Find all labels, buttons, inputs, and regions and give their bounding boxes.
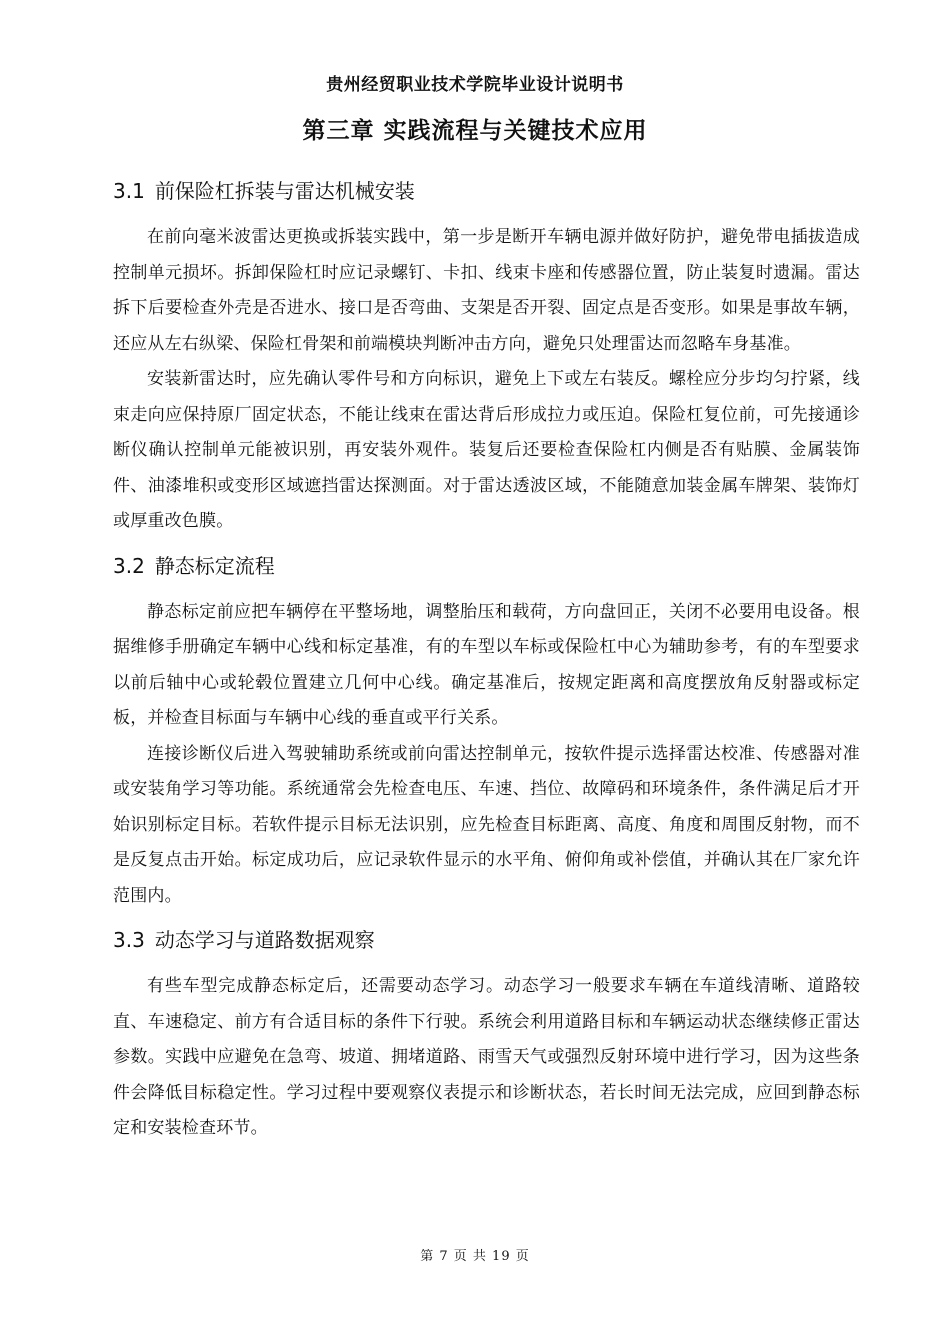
section-heading: [113, 176, 860, 206]
section-heading: [113, 551, 860, 581]
section-heading: [113, 925, 860, 955]
section-title: 静态标定流程: [154, 553, 275, 578]
section-title: 前保险杠拆装与雷达机械安装: [154, 179, 415, 203]
chapter-title: 第三章 实践流程与关键技术应用: [302, 118, 648, 144]
paragraph: 连接诊断仪后进入驾驶辅助系统或前向雷达控制单元，按软件提示选择雷达校准、传感器对准或安装角学习等功能。系统通常会先检查电压、车速、挡位、故障码和环境条件，条件满足后才开始识别标定目标。若软件提示目标无法识别，应先检查目标距离、高度、角度和周围反射物，而不是反复点击开始。标定成功后，应记录软件显示的水平角、俯仰角或补偿值，并确认其在厂家允许范围内。: [113, 743, 860, 906]
page-number-footer: 第 7 页 共 19 页: [420, 1249, 530, 1264]
body-content: [113, 176, 860, 1158]
section-3-2: [113, 551, 860, 915]
paragraph: 静态标定前应把车辆停在平整场地，调整胎压和载荷，方向盘回正，关闭不必要用电设备。根据维修手册确定车辆中心线和标定基准，有的车型以车标或保险杠中心为辅助参考，有的车型要求以前后轴中心或轮毂位置建立几何中心线。确定基准后，按规定距离和高度摆放角反射器或标定板，并检查目标面与车辆中心线的垂直或平行关系。: [113, 601, 860, 728]
section-number: 3.1: [113, 179, 145, 203]
running-header: 贵州经贸职业技术学院毕业设计说明书: [326, 75, 624, 95]
section-3-1: [113, 176, 860, 540]
paragraph: 有些车型完成静态标定后，还需要动态学习。动态学习一般要求车辆在车道线清晰、道路较直、车速稳定、前方有合适目标的条件下行驶。系统会利用道路目标和车辆运动状态继续修正雷达参数。实践中应避免在急弯、坡道、拥堵道路、雨雪天气或强烈反射环境中进行学习，因为这些条件会降低目标稳定性。学习过程中要观察仪表提示和诊断状态，若长时间无法完成，应回到静态标定和安装检查环节。: [113, 976, 860, 1138]
section-number: 3.3: [113, 928, 145, 952]
paragraph: 在前向毫米波雷达更换或拆装实践中，第一步是断开车辆电源并做好防护，避免带电插拔造成控制单元损坏。拆卸保险杠时应记录螺钉、卡扣、线束卡座和传感器位置，防止装复时遗漏。雷达拆下后要检查外壳是否进水、接口是否弯曲、支架是否开裂、固定点是否变形。如果是事故车辆，还应从左右纵梁、保险杠骨架和前端模块判断冲击方向，避免只处理雷达而忽略车身基准。: [113, 227, 860, 354]
section-3-3: [113, 925, 860, 1147]
section-number: 3.2: [113, 553, 145, 578]
section-title: 动态学习与道路数据观察: [154, 928, 375, 952]
paragraph: 安装新雷达时，应先确认零件号和方向标识，避免上下或左右装反。螺栓应分步均匀拧紧，线束走向应保持原厂固定状态，不能让线束在雷达背后形成拉力或压迫。保险杠复位前，可先接通诊断仪确认控制单元能被识别，再安装外观件。装复后还要检查保险杠内侧是否有贴膜、金属装饰件、油漆堆积或变形区域遮挡雷达探测面。对于雷达透波区域，不能随意加装金属车牌架、装饰灯或厚重改色膜。: [113, 369, 860, 531]
